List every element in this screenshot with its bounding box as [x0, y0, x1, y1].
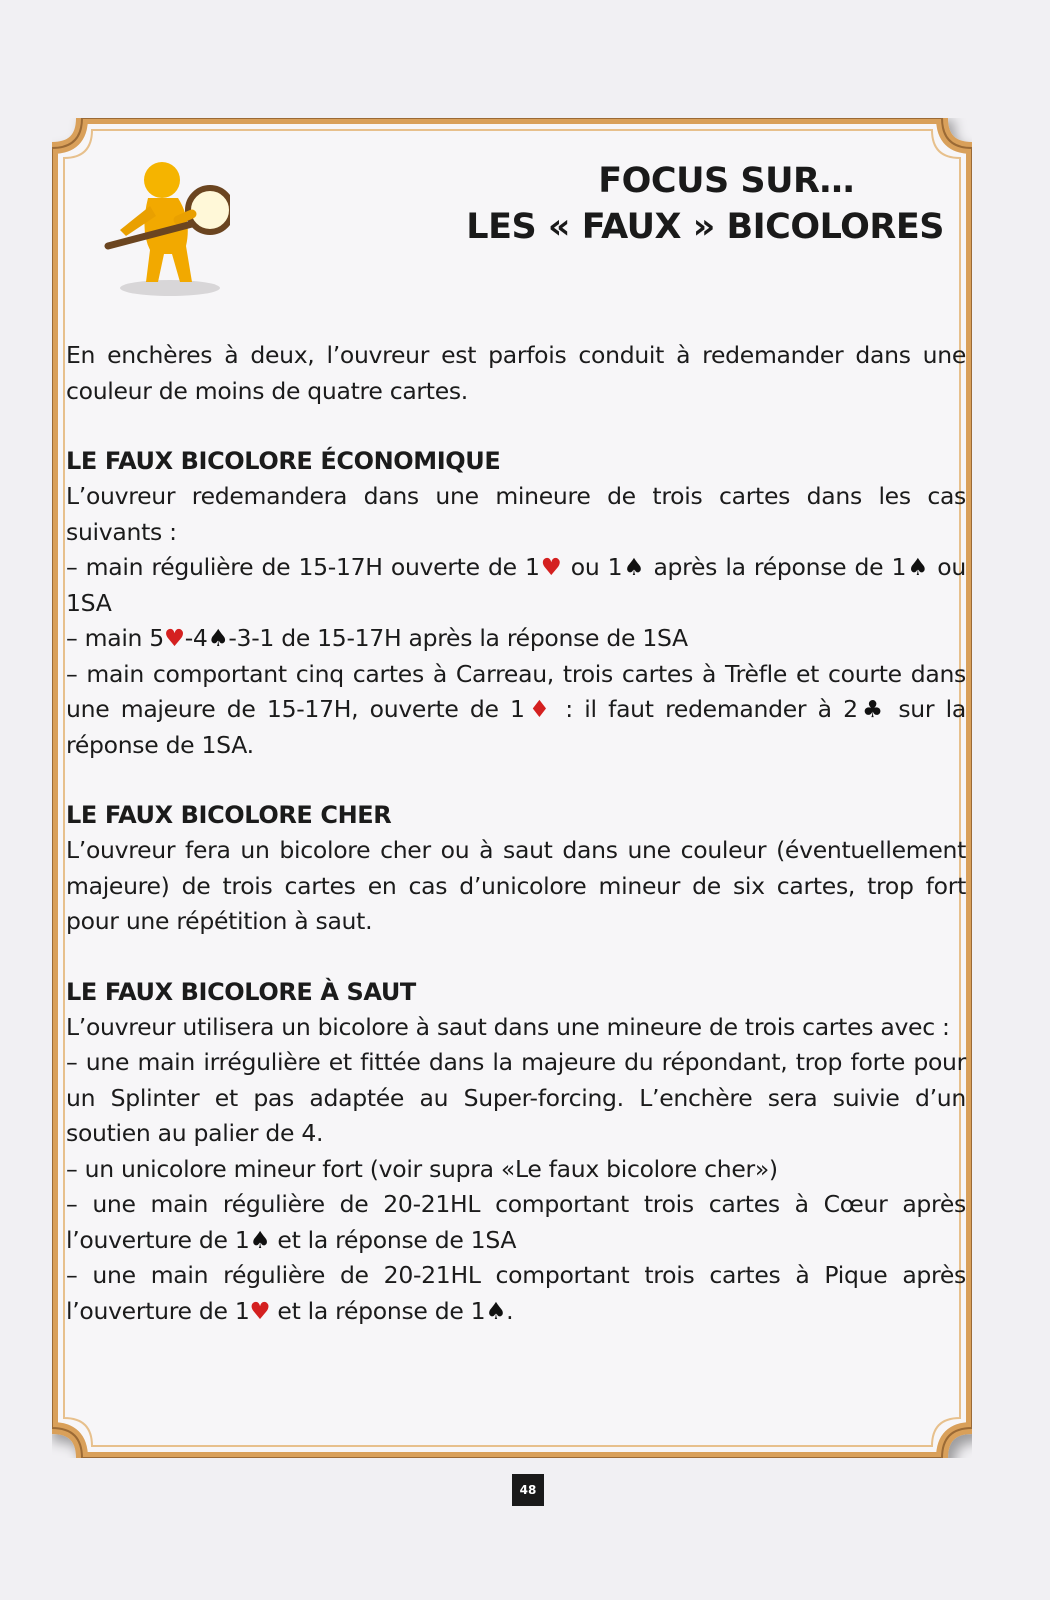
- section-heading-economique: LE FAUX BICOLORE ÉCONOMIQUE: [66, 447, 501, 475]
- diamond-icon: ♦: [524, 695, 554, 723]
- section-heading-cher: LE FAUX BICOLORE CHER: [66, 801, 392, 829]
- section3-item-4: – une main régulière de 20-21HL comportant trois cartes à Pique après l’ouverture de 1♥ et la réponse de 1♠.: [66, 1261, 966, 1325]
- section3-item-2: – un unicolore mineur fort (voir supra «Le faux bicolore cher»): [66, 1154, 778, 1183]
- club-icon: ♣: [857, 695, 887, 723]
- title-line-2: LES « FAUX » BICOLORES: [466, 207, 944, 247]
- magnifier-figure-icon: [100, 150, 230, 300]
- section1-item-3: – main comportant cinq cartes à Carreau, trois cartes à Trèfle et courte dans une majeure de 15-17H, ouverte de 1♦ : il faut redemander à 2♣ sur la réponse de 1SA.: [66, 659, 966, 759]
- spade-icon: ♠: [249, 1225, 271, 1254]
- spade-icon: ♠: [622, 553, 646, 581]
- page-title: [466, 158, 944, 250]
- title-line-1: FOCUS SUR…: [598, 161, 854, 201]
- heart-icon: ♥: [163, 624, 185, 652]
- focus-header: [100, 150, 970, 300]
- section1-item-1: – main régulière de 15-17H ouverte de 1♥ ou 1♠ après la réponse de 1♠ ou 1SA: [66, 553, 966, 617]
- spade-icon: ♠: [906, 553, 930, 581]
- section3-item-3: – une main régulière de 20-21HL comportant trois cartes à Cœur après l’ouverture de 1♠ et la réponse de 1SA: [66, 1190, 966, 1254]
- heart-icon: ♥: [249, 1296, 271, 1325]
- spade-icon: ♠: [207, 624, 229, 652]
- focus-body: [66, 338, 966, 1329]
- section3-item-1: – une main irrégulière et fittée dans la majeure du répondant, trop forte pour un Splinter et pas adaptée au Super-forcing. L’enchère sera suivie d’un soutien au palier de 4.: [66, 1048, 966, 1147]
- section2-text: L’ouvreur fera un bicolore cher ou à saut dans une couleur (éventuellement majeure) de trois cartes en cas d’unicolore mineur de six cartes, trop fort pour une répétition à saut.: [66, 836, 966, 935]
- page-number: 48: [512, 1474, 544, 1506]
- section1-lead: L’ouvreur redemandera dans une mineure de trois cartes dans les cas suivants :: [66, 482, 966, 546]
- section1-item-2: – main 5♥-4♠-3-1 de 15-17H après la réponse de 1SA: [66, 624, 688, 652]
- section-heading-saut: LE FAUX BICOLORE À SAUT: [66, 977, 416, 1006]
- spade-icon: ♠: [485, 1296, 507, 1325]
- heart-icon: ♥: [539, 553, 563, 581]
- intro-paragraph: En enchères à deux, l’ouvreur est parfois conduit à redemander dans une couleur de moins de quatre cartes.: [66, 341, 966, 405]
- section3-lead: L’ouvreur utilisera un bicolore à saut dans une mineure de trois cartes avec :: [66, 1012, 950, 1041]
